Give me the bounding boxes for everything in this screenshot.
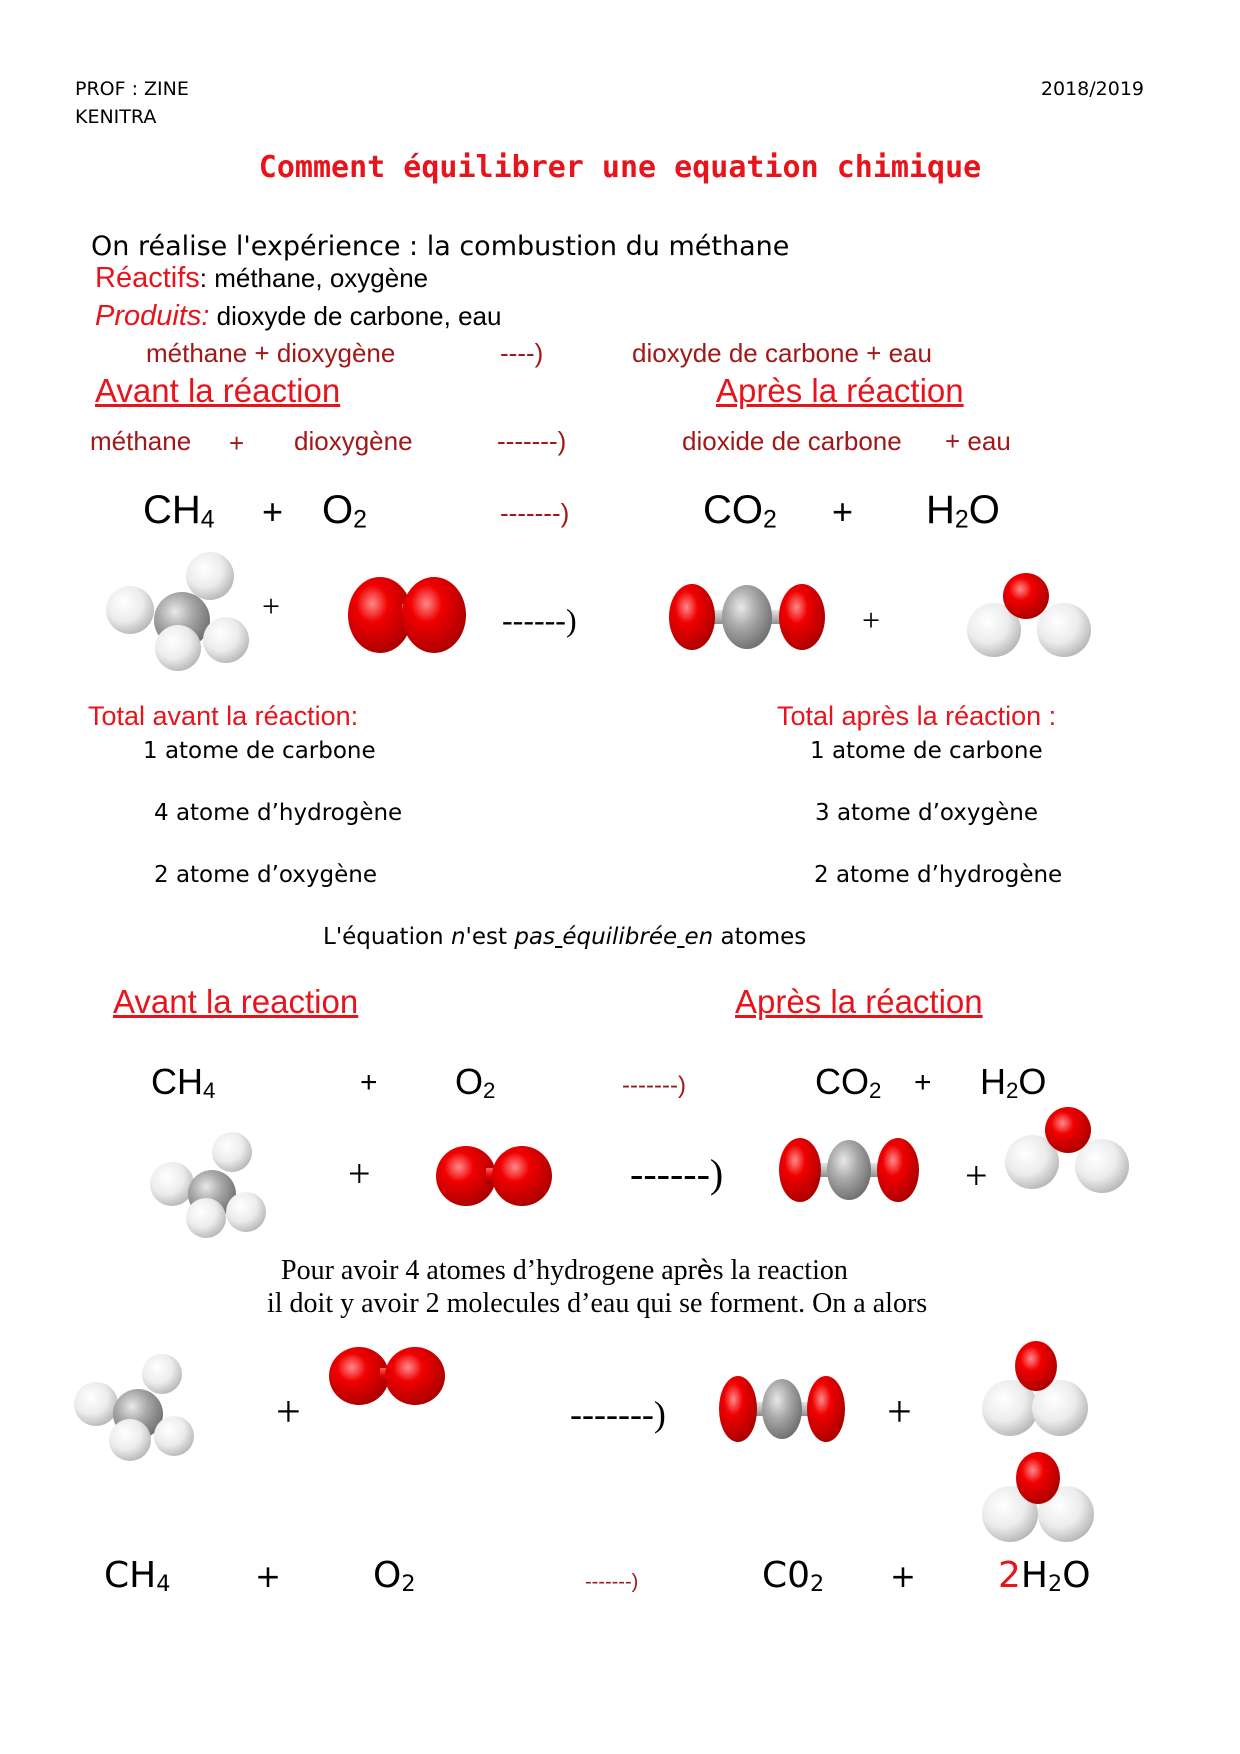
dioxygen-molecule-2 [434,1144,554,1208]
name-arrow: -------) [497,426,567,456]
formula-h2o: $H_2O$ [926,488,1000,534]
water-molecule-3a [980,1338,1090,1442]
total-after-title: Total après la réaction : [777,701,1057,731]
total-before-title: Total avant la réaction: [88,701,359,731]
carbon-dioxide-molecule-3 [718,1374,846,1444]
water-molecule-2 [1004,1106,1130,1198]
formula-co2: $CO_2$ [703,488,777,534]
molecule3-arrow: -------) [570,1394,666,1434]
name-plus-1: + [229,428,245,458]
word-equation-arrow: ----) [500,338,544,368]
total-after-item-2: 3 atome d’oxygène [815,800,1038,826]
formula3-plus-2: + [890,1559,916,1595]
formula3-co2: $C0_2$ [762,1555,825,1598]
name-products: dioxide de carbone [682,426,902,456]
molecule2-arrow: ------) [630,1151,724,1196]
molecule-arrow-1: ------) [502,602,577,638]
total-after-item-1: 1 atome de carbone [810,738,1043,764]
methane-molecule-3 [70,1350,194,1462]
experience-text: On réalise l'expérience : la combustion du méthane [91,231,790,262]
formula2-plus-2: + [914,1066,932,1099]
molecule-plus-2: + [862,602,881,638]
formula-ch4: $CH_4$ [143,488,215,534]
before-heading-2: Avant la reaction [113,983,359,1020]
word-equation-right: dioxyde de carbone + eau [632,338,932,368]
coefficient-2: 2 [998,1555,1021,1596]
explanation-line-2: il doit y avoir 2 molecules d’eau qui se forment. On a alors [267,1288,928,1319]
formula3-2h2o: $2H_2O$ [998,1555,1091,1598]
page-title: Comment équilibrer une equation chimique [258,150,982,185]
formula2-arrow: -------) [622,1072,686,1099]
after-heading-2: Après la réaction [735,983,983,1020]
total-before-item-2: 4 atome d’hydrogène [154,800,403,826]
formula-plus-1: + [262,491,284,532]
formula3-arrow: -------) [585,1571,639,1593]
molecule3-plus-2: + [887,1387,912,1436]
after-heading: Après la réaction [716,372,964,409]
formula2-o2: $O_2$ [455,1061,496,1104]
before-heading: Avant la réaction [95,372,341,409]
carbon-dioxide-molecule-2 [778,1136,920,1204]
methane-molecule [100,548,250,668]
formula2-plus-1: + [360,1066,378,1099]
city-name: KENITRA [75,106,157,128]
formula-o2: $O_2$ [322,488,367,534]
molecule2-plus-2: + [965,1153,988,1198]
formula3-ch4: $CH_4$ [104,1555,171,1598]
reactifs-label: Réactifs [95,262,200,294]
molecule-plus-1: + [262,588,281,624]
reactifs-line [95,264,428,293]
produits-line [95,302,501,331]
formula3-plus-1: + [255,1559,281,1595]
dioxygen-molecule-3 [328,1344,446,1408]
teacher-name: PROF : ZINE [75,78,189,100]
name-methane: méthane [90,426,192,456]
methane-molecule-2 [146,1128,266,1240]
formula2-co2: $CO_2$ [815,1061,882,1104]
dioxygen-molecule [346,574,468,656]
name-dioxygen: dioxygène [294,426,413,456]
water-molecule-3b [980,1446,1096,1546]
molecule3-plus-1: + [276,1387,301,1436]
total-after-item-3: 2 atome d’hydrogène [814,862,1063,888]
formula3-o2: $O_2$ [373,1555,416,1598]
produits-label: Produits: [95,300,210,332]
formula-arrow: -------) [500,498,570,528]
reactifs-value: : méthane, oxygène [199,263,429,293]
formula2-h2o: $H_2O$ [980,1061,1047,1104]
total-before-item-1: 1 atome de carbone [143,738,376,764]
conclusion-text: L'équation n'est pas équilibrée en atomes [323,924,807,950]
molecule2-plus-1: + [348,1151,371,1196]
total-before-item-3: 2 atome d’oxygène [154,862,377,888]
produits-value: dioxyde de carbone, eau [209,301,502,331]
word-equation-left: méthane + dioxygène [146,338,396,368]
school-year: 2018/2019 [1040,78,1144,100]
formula-plus-2: + [832,491,854,532]
carbon-dioxide-molecule [668,582,826,652]
formula2-ch4: $CH_4$ [151,1061,216,1104]
explanation-line-1: Pour avoir 4 atomes d’hydrogene après la reaction [281,1254,848,1286]
water-molecule [966,570,1092,660]
name-plus-water: + eau [945,426,1011,456]
